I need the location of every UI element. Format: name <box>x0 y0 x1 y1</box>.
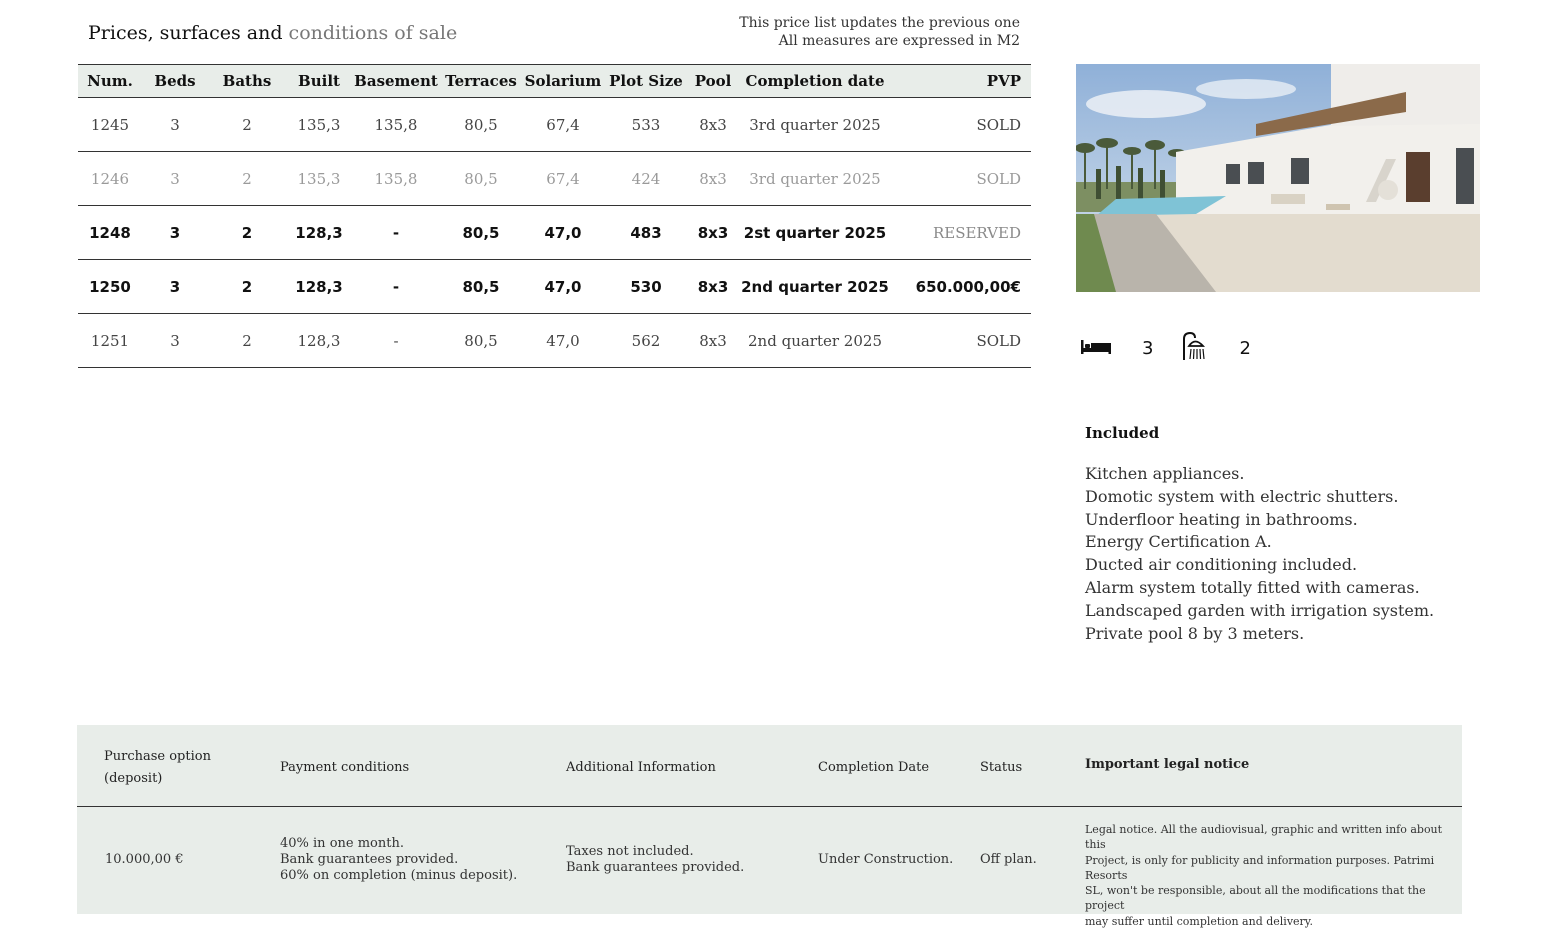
cell-completion-date: 3rd quarter 2025 <box>738 152 892 206</box>
cell-completion-date: 2nd quarter 2025 <box>738 260 892 314</box>
purchase-option-heading-line1: Purchase option <box>104 749 211 764</box>
cell-num: 1250 <box>78 260 142 314</box>
list-item: Underfloor heating in bathrooms. <box>1085 509 1358 529</box>
legal-line-1: Legal notice. All the audiovisual, graphic and written info about this <box>1085 823 1443 852</box>
page-title <box>88 22 457 44</box>
legal-line-4: may suffer until completion and delivery. <box>1085 914 1314 928</box>
cell-terraces: 80,5 <box>440 260 522 314</box>
status-heading: Status <box>980 760 1023 775</box>
title-bold: Prices, surfaces and <box>88 22 283 44</box>
payment-conditions-heading: Payment conditions <box>280 760 410 775</box>
update-note <box>739 14 1020 50</box>
cell-num: 1251 <box>78 314 142 368</box>
cell-beds: 3 <box>142 260 208 314</box>
cell-baths: 2 <box>208 98 286 152</box>
bed-icon <box>1080 336 1112 361</box>
cell-completion-date: 2st quarter 2025 <box>738 206 892 260</box>
note-line-2: All measures are expressed in M2 <box>778 33 1020 49</box>
cell-num: 1248 <box>78 206 142 260</box>
list-item: Private pool 8 by 3 meters. <box>1085 623 1305 643</box>
cell-built: 128,3 <box>286 314 352 368</box>
cell-completion-date: 2nd quarter 2025 <box>738 314 892 368</box>
cell-basement: - <box>352 314 440 368</box>
cell-completion-date: 3rd quarter 2025 <box>738 98 892 152</box>
included-section <box>1085 424 1465 645</box>
included-list <box>1085 463 1465 645</box>
cell-plot-size: 533 <box>604 98 688 152</box>
cell-built: 135,3 <box>286 152 352 206</box>
col-built: Built <box>286 65 352 98</box>
additional-info-value <box>566 844 744 876</box>
col-basement: Basement <box>352 65 440 98</box>
cell-basement: 135,8 <box>352 98 440 152</box>
cell-plot-size: 483 <box>604 206 688 260</box>
payment-line-2: Bank guarantees provided. <box>280 852 459 867</box>
additional-line-1: Taxes not included. <box>566 844 694 859</box>
additional-line-2: Bank guarantees provided. <box>566 860 745 875</box>
status-value: Off plan. <box>980 852 1037 867</box>
col-pool: Pool <box>688 65 738 98</box>
table-row <box>78 260 1031 314</box>
cell-pvp: SOLD <box>892 98 1031 152</box>
cell-beds: 3 <box>142 152 208 206</box>
cell-pool: 8x3 <box>688 98 738 152</box>
col-plot-size: Plot Size <box>604 65 688 98</box>
cell-num: 1245 <box>78 98 142 152</box>
table-row <box>78 206 1031 260</box>
completion-date-value: Under Construction. <box>818 852 954 867</box>
cell-solarium: 67,4 <box>522 98 604 152</box>
legal-line-3: SL, won't be responsible, about all the modifications that the project <box>1085 884 1426 913</box>
col-num: Num. <box>78 65 142 98</box>
list-item: Domotic system with electric shutters. <box>1085 486 1399 506</box>
cell-pool: 8x3 <box>688 206 738 260</box>
cell-solarium: 47,0 <box>522 260 604 314</box>
legal-notice-heading: Important legal notice <box>1085 757 1250 772</box>
villa-render-image <box>1076 64 1480 292</box>
cell-solarium: 47,0 <box>522 206 604 260</box>
cell-beds: 3 <box>142 98 208 152</box>
payment-line-1: 40% in one month. <box>280 836 404 851</box>
cell-basement: - <box>352 206 440 260</box>
cell-plot-size: 562 <box>604 314 688 368</box>
list-item: Landscaped garden with irrigation system. <box>1085 600 1435 620</box>
cell-basement: 135,8 <box>352 152 440 206</box>
legal-line-2: Project, is only for publicity and information purposes. Patrimi Resorts <box>1085 853 1435 882</box>
col-solarium: Solarium <box>522 65 604 98</box>
cell-terraces: 80,5 <box>440 206 522 260</box>
cell-pvp: 650.000,00€ <box>892 260 1031 314</box>
cell-baths: 2 <box>208 260 286 314</box>
purchase-option-heading <box>104 746 211 790</box>
note-line-1: This price list updates the previous one <box>739 15 1020 31</box>
col-completion-date: Completion date <box>738 65 892 98</box>
cell-built: 135,3 <box>286 98 352 152</box>
conditions-header <box>77 725 1462 807</box>
cell-baths: 2 <box>208 314 286 368</box>
cell-terraces: 80,5 <box>440 98 522 152</box>
cell-built: 128,3 <box>286 260 352 314</box>
cell-num: 1246 <box>78 152 142 206</box>
cell-plot-size: 530 <box>604 260 688 314</box>
title-light: conditions of sale <box>288 22 458 44</box>
cell-pvp: SOLD <box>892 314 1031 368</box>
cell-pvp: SOLD <box>892 152 1031 206</box>
feature-summary <box>1080 330 1279 366</box>
cell-terraces: 80,5 <box>440 314 522 368</box>
list-item: Kitchen appliances. <box>1085 464 1245 483</box>
table-header-row <box>78 65 1031 98</box>
price-table <box>78 64 1031 368</box>
completion-date-heading: Completion Date <box>818 760 930 775</box>
deposit-value: 10.000,00 € <box>105 852 184 867</box>
payment-line-3: 60% on completion (minus deposit). <box>280 868 518 883</box>
list-item: Ducted air conditioning included. <box>1085 555 1358 575</box>
beds-count: 3 <box>1142 337 1154 359</box>
list-item: Alarm system totally fitted with cameras. <box>1085 577 1420 597</box>
cell-built: 128,3 <box>286 206 352 260</box>
table-row <box>78 98 1031 152</box>
cell-beds: 3 <box>142 206 208 260</box>
cell-solarium: 47,0 <box>522 314 604 368</box>
cell-pool: 8x3 <box>688 314 738 368</box>
baths-count: 2 <box>1239 337 1251 359</box>
col-pvp: PVP <box>892 65 1031 98</box>
cell-baths: 2 <box>208 152 286 206</box>
cell-plot-size: 424 <box>604 152 688 206</box>
col-beds: Beds <box>142 65 208 98</box>
cell-solarium: 67,4 <box>522 152 604 206</box>
cell-basement: - <box>352 260 440 314</box>
col-baths: Baths <box>208 65 286 98</box>
cell-pvp: RESERVED <box>892 206 1031 260</box>
cell-pool: 8x3 <box>688 260 738 314</box>
cell-pool: 8x3 <box>688 152 738 206</box>
conditions-panel <box>77 725 1462 928</box>
list-item: Energy Certification A. <box>1085 532 1272 552</box>
cell-baths: 2 <box>208 206 286 260</box>
col-terraces: Terraces <box>440 65 522 98</box>
shower-icon <box>1181 331 1209 366</box>
payment-conditions-value <box>280 836 517 884</box>
cell-beds: 3 <box>142 314 208 368</box>
table-row <box>78 152 1031 206</box>
legal-notice-text <box>1085 822 1445 929</box>
villa-render-drawing <box>1076 64 1480 292</box>
additional-info-heading: Additional Information <box>566 760 716 775</box>
cell-terraces: 80,5 <box>440 152 522 206</box>
table-row <box>78 314 1031 368</box>
purchase-option-heading-line2: (deposit) <box>104 771 163 786</box>
included-title: Included <box>1085 424 1160 442</box>
